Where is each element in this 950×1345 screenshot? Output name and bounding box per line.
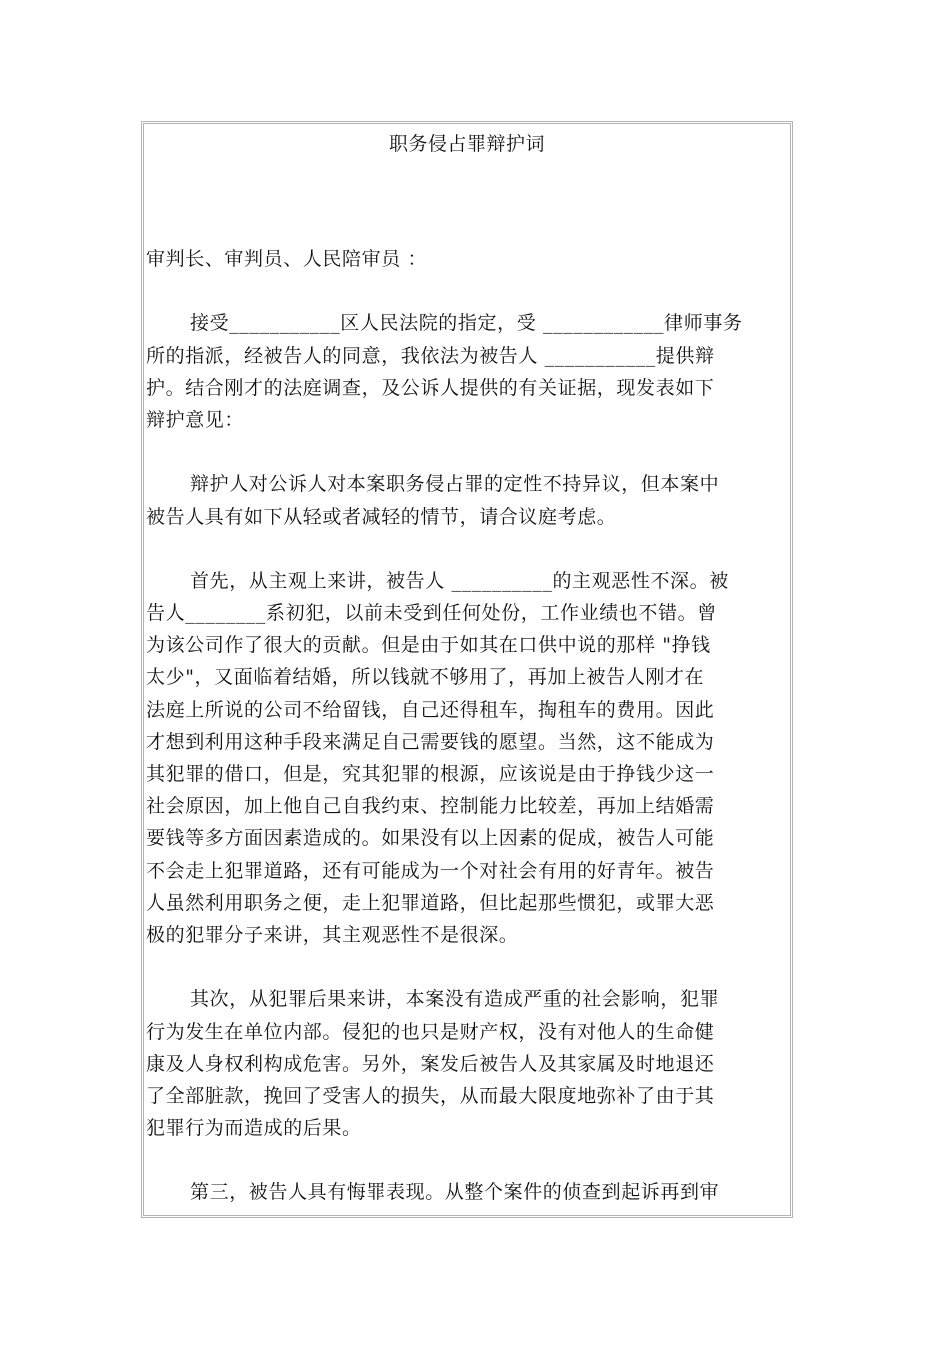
text-line: 太少"，又面临着结婚，所以钱就不够用了，再加上被告人刚才在 (146, 666, 705, 689)
text-line: 首先，从主观上来讲，被告人 __________的主观恶性不深。被 (190, 569, 729, 592)
text-line: 告人________系初犯，以前未受到任何处份，工作业绩也不错。曾 (146, 602, 717, 625)
text-line: 其犯罪的借口，但是，究其犯罪的根源，应该说是由于挣钱少这一 (146, 763, 715, 785)
paragraph-gap (146, 951, 786, 983)
text-line: 人虽然利用职务之便，走上犯罪道路，但比起那些惯犯，或罪大恶 (146, 891, 715, 914)
text-line: 为该公司作了很大的贡献。但是由于如其在口供中说的那样 "挣钱 (146, 634, 711, 657)
paragraph-consequences (146, 983, 786, 1144)
document-title: 职务侵占罪辩护词 (388, 133, 545, 155)
text-line: 接受___________区人民法院的指定，受 ____________律师事务 (190, 312, 743, 335)
text-line: 被告人具有如下从轻或者减轻的情节，请合议庭考虑。 (146, 505, 617, 528)
paragraph-gap (146, 533, 786, 565)
text-line: 所的指派，经被告人的同意，我依法为被告人 ___________提供辩 (146, 344, 715, 367)
paragraph-gap (146, 436, 786, 468)
text-line: 辩护人对公诉人对本案职务侵占罪的定性不持异议，但本案中 (190, 473, 720, 496)
text-line: 才想到利用这种手段来满足自己需要钱的愿望。当然，这不能成为 (146, 730, 715, 753)
text-line: 犯罪行为而造成的后果。 (146, 1117, 362, 1140)
text-line: 康及人身权利构成危害。另外，案发后被告人及其家属及时地退还 (146, 1052, 715, 1075)
paragraph-appointment (146, 307, 786, 436)
document-frame (141, 121, 793, 1218)
text-line: 第三，被告人具有悔罪表现。从整个案件的侦查到起诉再到审 (190, 1181, 720, 1204)
document-body (146, 243, 786, 1209)
paragraph-repentance (146, 1176, 786, 1208)
text-line: 不会走上犯罪道路，还有可能成为一个对社会有用的好青年。被告 (146, 859, 715, 882)
paragraph-gap (146, 1144, 786, 1176)
paragraph-gap (146, 275, 786, 307)
text-line: 要钱等多方面因素造成的。如果没有以上因素的促成，被告人可能 (146, 827, 715, 850)
text-line: 法庭上所说的公司不给留钱，自己还得租车，掏租车的费用。因此 (146, 698, 715, 721)
paragraph-position (146, 468, 786, 532)
text-line: 了全部脏款，挽回了受害人的损失，从而最大限度地弥补了由于其 (146, 1084, 715, 1107)
text-line: 极的犯罪分子来讲，其主观恶性不是很深。 (146, 923, 519, 946)
salutation: 审判长、审判员、人民陪审员 ： (146, 248, 428, 270)
paragraph-subjective-intent (146, 565, 786, 951)
text-line: 其次，从犯罪后果来讲，本案没有造成严重的社会影响，犯罪 (190, 988, 720, 1011)
text-line: 辩护意见： (146, 408, 245, 431)
text-line: 行为发生在单位内部。侵犯的也只是财产权，没有对他人的生命健 (146, 1020, 715, 1043)
text-line: 社会原因，加上他自己自我约束、控制能力比较差，再加上结婚需 (146, 795, 715, 818)
text-line: 护。结合刚才的法庭调查，及公诉人提供的有关证据，现发表如下 (146, 376, 715, 399)
